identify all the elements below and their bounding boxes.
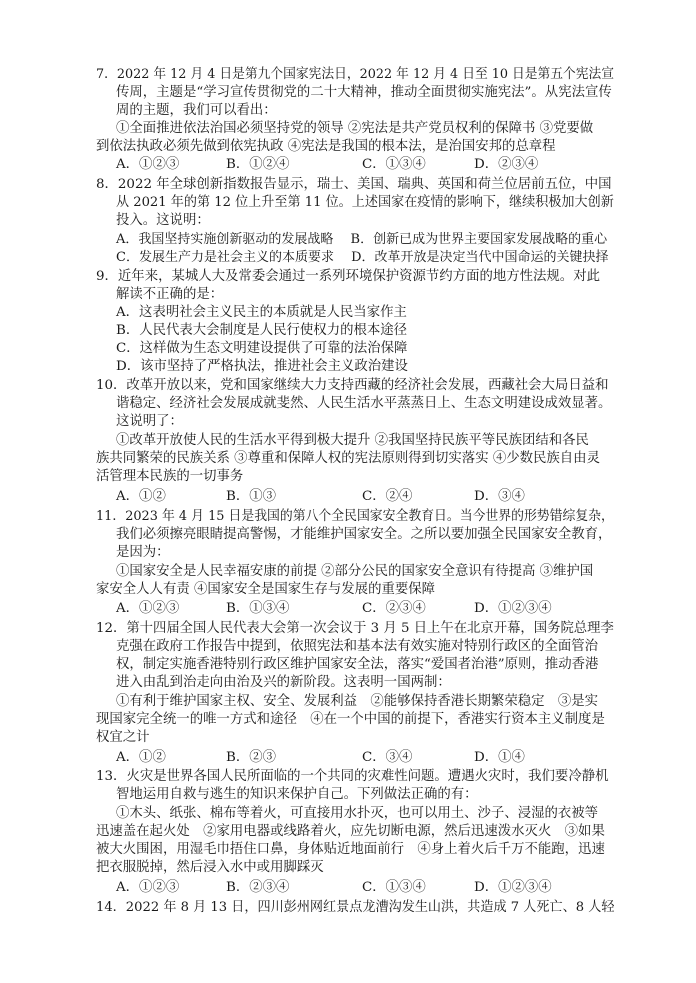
q11-stem-line-1: 11．2023 年 4 月 15 日是我国的第八个全民国家安全教育日。当今世界的形势错综复杂， xyxy=(96,509,614,524)
q12-option-d: D．①④ xyxy=(474,750,525,765)
q13-option-c: C．①③④ xyxy=(362,880,426,895)
q13-item-line-1: ①木头、纸张、棉布等着火，可直接用水扑灭，也可以用土、沙子、浸湿的衣被等 xyxy=(116,806,599,821)
q10-option-d: D．③④ xyxy=(474,489,525,504)
q9-stem-line-1: 9．近年来，某城人大及常委会通过一系列环境保护资源节约方面的地方性法规。对此 xyxy=(96,269,600,284)
q12-item-line-1: ①有利于维护国家主权、安全、发展利益 ②能够保持香港长期繁荣稳定 ③是实 xyxy=(116,694,599,709)
q7-option-d: D．②③④ xyxy=(474,157,539,172)
q7-stem-line-2: 传周，主题是“学习宣传贯彻党的二十大精神，推动全面贯彻实施宪法”。从宪法宣传 xyxy=(116,85,612,100)
q12-option-c: C．③④ xyxy=(362,750,413,765)
q14-stem-line-1: 14．2022 年 8 月 13 日，四川彭州网红景点龙漕沟发生山洪，共造成 7 人死亡、8 人轻 xyxy=(96,900,615,915)
q11-stem-line-3: 是因为： xyxy=(116,545,170,560)
q10-stem-line-3: 这说明了： xyxy=(116,414,183,429)
q10-option-a: A．①② xyxy=(116,489,166,504)
q13-item-line-4: 把衣服脱掉，然后浸入水中或用脚踩灭 xyxy=(96,860,324,875)
q11-option-b: B．①③④ xyxy=(226,601,290,616)
q9-option-a: A．这表明社会主义民主的本质就是人民当家作主 xyxy=(116,305,407,320)
q8-options-line-2: C．发展生产力是社会主义的本质要求 D．改革开放是决定当代中国命运的关键抉择 xyxy=(116,250,609,265)
q8-stem-line-2: 从 2021 年的第 12 位上升至第 11 位。上述国家在疫情的影响下，继续积极加大创新 xyxy=(116,195,614,210)
q11-option-d: D．①②③④ xyxy=(474,601,552,616)
q12-item-line-2: 现国家完全统一的唯一方式和途径 ④在一个中国的前提下，香港实行资本主义制度是 xyxy=(96,712,605,727)
q12-stem-line-2: 克强在政府工作报告中提到，依照宪法和基本法有效实施对特别行政区的全面管治 xyxy=(116,639,599,654)
q11-option-c: C．②③④ xyxy=(362,601,426,616)
q7-option-c: C．①③④ xyxy=(362,157,426,172)
q13-option-b: B．②③④ xyxy=(226,880,290,895)
q12-item-line-3: 权宜之计 xyxy=(96,730,150,745)
q8-stem-line-3: 投入。这说明： xyxy=(116,213,210,228)
q7-stem-line-3: 周的主题，我们可以看出： xyxy=(116,103,277,118)
q12-option-a: A．①② xyxy=(116,750,166,765)
q13-option-d: D．①②③④ xyxy=(474,880,552,895)
q8-options-line-1: A．我国坚持实施创新驱动的发展战略 B．创新已成为世界主要国家发展战略的重心 xyxy=(116,232,608,247)
q8-stem-line-1: 8．2022 年全球创新指数报告显示，瑞士、美国、瑞典、英国和荷兰位居前五位，中国 xyxy=(96,177,612,192)
q7-option-b: B．①②④ xyxy=(226,157,290,172)
q12-stem-line-4: 进入由乱到治走向由治及兴的新阶段。这表明一国两制： xyxy=(116,675,451,690)
q10-stem-line-2: 谐稳定、经济社会发展成就斐然、人民生活水平蒸蒸日上、生态文明建设成效显著。 xyxy=(116,396,612,411)
q9-option-c: C．这样做为生态文明建设提供了可靠的法治保障 xyxy=(116,341,408,356)
q10-option-b: B．①③ xyxy=(226,489,277,504)
q13-stem-line-2: 智地运用自救与逃生的知识来保护自己。下列做法正确的有： xyxy=(116,787,478,802)
q9-option-b: B．人民代表大会制度是人民行使权力的根本途径 xyxy=(116,323,408,338)
q13-item-line-2: 迅速盖在起火处 ②家用电器或线路着火，应先切断电源，然后迅速泼水灭火 ③如果 xyxy=(96,824,605,839)
q13-option-a: A．①②③ xyxy=(116,880,180,895)
q10-stem-line-1: 10．改革开放以来，党和国家继续大力支持西藏的经济社会发展，西藏社会大局日益和 xyxy=(96,378,609,393)
q10-item-line-1: ①改革开放使人民的生活水平得到极大提升 ②我国坚持民族平等民族团结和各民 xyxy=(116,433,589,448)
q7-item-line-2: 到依法执政必须先做到依宪执政 ④宪法是我国的根本法，是治国安邦的总章程 xyxy=(96,139,556,154)
q12-stem-line-1: 12．第十四届全国人民代表大会第一次会议于 3 月 5 日上午在北京开幕，国务院总理李 xyxy=(96,621,614,636)
q10-option-c: C．②④ xyxy=(362,489,413,504)
q13-item-line-3: 被大火围困，用湿毛巾捂住口鼻，身体贴近地面前行 ④身上着火后千万不能跑，迅速 xyxy=(96,842,605,857)
q11-item-line-2: 家安全人人有责 ④国家安全是国家生存与发展的重要保障 xyxy=(96,582,436,597)
q11-stem-line-2: 我们必须擦亮眼睛提高警惕，才能维护国家安全。之所以要加强全民国家安全教育， xyxy=(116,527,612,542)
q12-option-b: B．②③ xyxy=(226,750,277,765)
q13-stem-line-1: 13．火灾是世界各国人民所面临的一个共同的灾难性问题。遭遇火灾时，我们要冷静机 xyxy=(96,769,609,784)
q7-item-line-1: ①全面推进依法治国必须坚持党的领导 ②宪法是共产党员权利的保障书 ③党要做 xyxy=(116,121,594,136)
q7-option-a: A．①②③ xyxy=(116,157,180,172)
q7-stem-line-1: 7．2022 年 12 月 4 日是第九个国家宪法日，2022 年 12 月 4 日至 10 日是第五个宪法宣 xyxy=(96,67,615,82)
q11-item-line-1: ①国家安全是人民幸福安康的前提 ②部分公民的国家安全意识有待提高 ③维护国 xyxy=(116,564,594,579)
q12-stem-line-3: 权，制定实施香港特别行政区维护国家安全法，落实“爱国者治港”原则，推动香港 xyxy=(116,657,599,672)
q10-item-line-2: 族共同繁荣的民族关系 ③尊重和保障人权的宪法原则得到切实落实 ④少数民族自由灵 xyxy=(96,451,600,466)
q9-option-d: D．该市坚持了严格执法，推进社会主义政治建设 xyxy=(116,359,408,374)
q9-stem-line-2: 解读不正确的是： xyxy=(116,287,224,302)
q11-option-a: A．①②③ xyxy=(116,601,180,616)
q10-item-line-3: 活管理本民族的一切事务 xyxy=(96,469,244,484)
